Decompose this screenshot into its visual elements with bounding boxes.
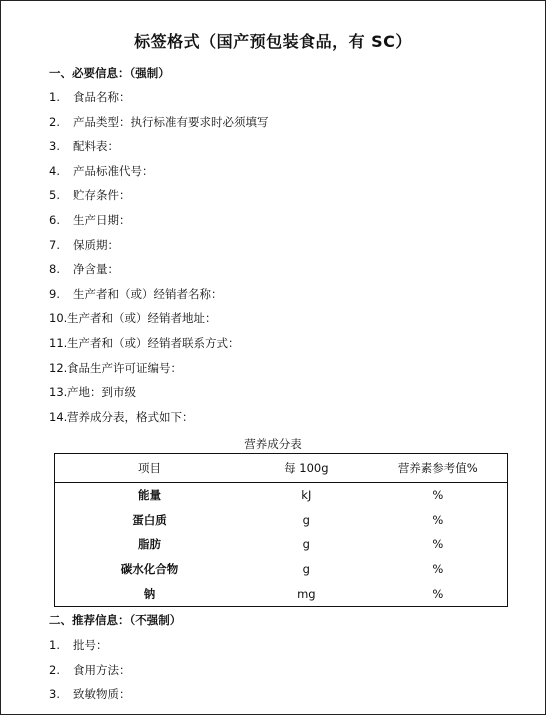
per-100g-unit: mg bbox=[297, 586, 316, 601]
item-label: 产品类型：执行标准有要求时必须填写 bbox=[73, 114, 269, 129]
nrv-percent: % bbox=[432, 488, 444, 503]
item-number: 2. bbox=[49, 662, 60, 677]
nutrient-name: 能量 bbox=[138, 488, 162, 503]
item-number: 8. bbox=[49, 262, 60, 277]
item-number: 7. bbox=[49, 237, 60, 252]
nutrition-table bbox=[54, 453, 508, 607]
item-label: 生产者和（或）经销者联系方式： bbox=[67, 336, 240, 350]
item-number: 5. bbox=[49, 188, 60, 203]
required-item bbox=[49, 261, 119, 277]
item-label: 产品标准代号： bbox=[73, 163, 154, 178]
required-item bbox=[49, 237, 119, 253]
item-number: 10. bbox=[49, 311, 68, 326]
item-label: 净含量： bbox=[73, 262, 119, 277]
required-item bbox=[49, 89, 131, 105]
item-number: 1. bbox=[49, 90, 60, 104]
item-label: 生产者和（或）经销者名称： bbox=[73, 286, 223, 301]
section-recommended-heading: 二、推荐信息：（不强制） bbox=[49, 613, 182, 627]
item-number: 9. bbox=[49, 286, 60, 301]
required-item bbox=[49, 409, 194, 425]
nrv-percent: % bbox=[432, 512, 444, 527]
required-item bbox=[49, 360, 182, 376]
item-label: 贮存条件： bbox=[73, 188, 131, 203]
per-100g-unit: g bbox=[302, 537, 310, 552]
required-item bbox=[49, 163, 154, 179]
item-label: 生产者和（或）经销者地址： bbox=[67, 311, 217, 326]
per-100g-unit: g bbox=[302, 512, 310, 527]
nutrient-name: 蛋白质 bbox=[132, 512, 167, 527]
item-label: 食用方法： bbox=[73, 662, 131, 677]
item-label: 食品名称： bbox=[73, 90, 131, 104]
item-label: 生产日期： bbox=[73, 213, 131, 227]
required-item bbox=[49, 114, 269, 130]
nutrition-table-header-row bbox=[55, 454, 508, 483]
item-number: 11. bbox=[49, 336, 68, 350]
nutrient-name: 脂肪 bbox=[138, 537, 162, 552]
item-label: 食品生产许可证编号： bbox=[67, 360, 182, 375]
nrv-percent: % bbox=[432, 586, 444, 601]
required-item bbox=[49, 384, 136, 400]
required-item bbox=[49, 138, 119, 154]
item-label: 保质期： bbox=[73, 237, 119, 252]
column-header-nrv: 营养素参考值% bbox=[369, 454, 508, 483]
item-number: 3. bbox=[49, 139, 60, 154]
item-label: 配料表： bbox=[73, 139, 119, 154]
item-number: 13. bbox=[49, 385, 68, 400]
nrv-percent: % bbox=[432, 537, 444, 552]
required-item bbox=[49, 310, 217, 326]
nutrient-name: 碳水化合物 bbox=[120, 562, 179, 577]
item-number: 1. bbox=[49, 638, 60, 652]
page-title: 标签格式（国产预包装食品，有 SC） bbox=[134, 32, 412, 51]
item-label: 产地：到市级 bbox=[67, 385, 136, 400]
nutrition-table-row bbox=[55, 532, 508, 557]
nutrition-table-row bbox=[55, 557, 508, 582]
item-number: 3. bbox=[49, 687, 60, 702]
item-number: 12. bbox=[49, 360, 68, 375]
recommended-item bbox=[49, 686, 131, 702]
recommended-item bbox=[49, 662, 131, 678]
column-header-item: 项目 bbox=[55, 454, 245, 483]
required-item bbox=[49, 187, 131, 203]
nutrition-table-row bbox=[55, 483, 508, 508]
nutrition-table-caption: 营养成分表 bbox=[244, 437, 302, 451]
item-number: 14. bbox=[49, 409, 68, 424]
required-item bbox=[49, 335, 240, 351]
nutrition-table-row bbox=[55, 581, 508, 606]
nutrient-name: 钠 bbox=[143, 586, 156, 601]
item-number: 6. bbox=[49, 213, 60, 227]
column-header-per-100g: 每 100g bbox=[244, 454, 369, 483]
recommended-item bbox=[49, 637, 108, 653]
item-label: 批号： bbox=[73, 638, 108, 652]
per-100g-unit: kJ bbox=[301, 488, 312, 503]
item-label: 致敏物质： bbox=[73, 687, 131, 702]
section-required-heading: 一、必要信息：（强制） bbox=[49, 66, 170, 80]
required-item bbox=[49, 286, 223, 302]
required-item bbox=[49, 212, 131, 228]
item-number: 4. bbox=[49, 163, 60, 178]
per-100g-unit: g bbox=[302, 562, 310, 577]
item-number: 2. bbox=[49, 114, 60, 129]
item-label: 营养成分表，格式如下： bbox=[67, 409, 194, 424]
nrv-percent: % bbox=[432, 562, 444, 577]
nutrition-table-row bbox=[55, 508, 508, 533]
